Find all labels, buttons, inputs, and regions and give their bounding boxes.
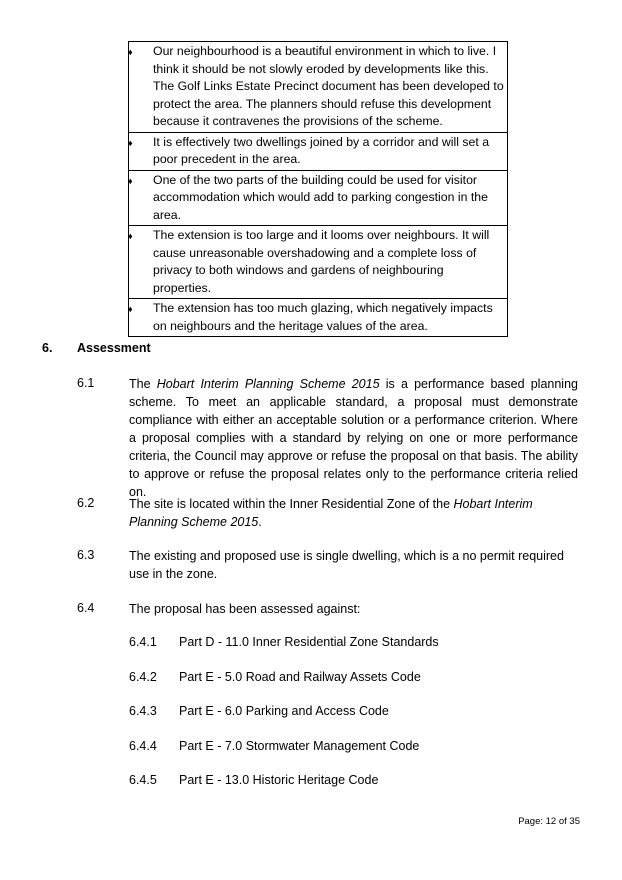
paragraph-6-1 (129, 375, 578, 501)
text: The (129, 377, 157, 391)
objection-text: One of the two parts of the building could be used for visitor accommodation which would add to parking congestion in the area. (153, 172, 488, 222)
bullet-icon: ♦ (128, 304, 133, 314)
objection-text: Our neighbourhood is a beautiful environment in which to live. I think it should be not slowly eroded by developments like this. The Golf Links Estate Precinct document has been developed to protect the area. The planners should refuse this development because it contravenes the provisions of the scheme. (153, 44, 504, 128)
subitem-text: Part E - 5.0 Road and Railway Assets Code (179, 670, 421, 684)
para-number: 6.4 (77, 601, 95, 615)
objection-row (129, 42, 507, 132)
paragraph-6-2 (129, 495, 578, 531)
subitem-number: 6.4.3 (129, 704, 157, 718)
section-number: 6. (42, 341, 53, 355)
scheme-name: Hobart Interim Planning Scheme 2015 (156, 377, 380, 391)
objection-row (129, 132, 507, 170)
objection-row (129, 298, 507, 336)
subitem-number: 6.4.1 (129, 635, 157, 649)
paragraph-6-3: The existing and proposed use is single dwelling, which is a no permit required use in the zone. (129, 549, 564, 581)
scheme-name: Hobart Interim Planning Scheme 2015 (129, 497, 533, 529)
subitem-number: 6.4.5 (129, 773, 157, 787)
paragraph-6-4: The proposal has been assessed against: (129, 602, 361, 616)
bullet-icon: ♦ (128, 231, 133, 241)
bullet-icon: ♦ (128, 175, 133, 186)
subitem-number: 6.4.4 (129, 739, 157, 753)
objection-row (129, 225, 507, 298)
text: The site is located within the Inner Residential Zone of the (129, 497, 454, 511)
para-number: 6.2 (77, 496, 95, 510)
text: is a performance based planning scheme. To meet an applicable standard, a proposal must demonstrate compliance with either an acceptable solution or a performance criterion. Where a proposal complies with a standard by relying on one or more performance criteria, the Council may approve or refuse the proposal on that basis. The ability to approve or refuse the proposal relates only to the performance criteria relied on. (129, 377, 578, 499)
text: . (258, 515, 262, 529)
objections-table (128, 41, 508, 337)
para-number: 6.3 (77, 548, 95, 562)
objection-text: It is effectively two dwellings joined by a corridor and will set a poor precedent in the area. (153, 134, 490, 166)
objection-row (129, 170, 507, 226)
subitem-text: Part E - 6.0 Parking and Access Code (179, 704, 389, 718)
bullet-icon: ♦ (128, 137, 133, 148)
bullet-icon: ♦ (128, 47, 133, 57)
subitem-text: Part E - 13.0 Historic Heritage Code (179, 773, 379, 787)
subitem-text: Part E - 7.0 Stormwater Management Code (179, 739, 420, 753)
para-number: 6.1 (77, 376, 95, 390)
objection-text: The extension is too large and it looms over neighbours. It will cause unreasonable overshadowing and a complete loss of privacy to both windows and gardens of neighbouring properties. (153, 228, 490, 295)
objection-text: The extension has too much glazing, which negatively impacts on neighbours and the heritage values of the area. (153, 301, 493, 333)
page-number: Page: 12 of 35 (518, 816, 580, 827)
subitem-number: 6.4.2 (129, 670, 157, 684)
section-title: Assessment (77, 341, 151, 355)
subitem-text: Part D - 11.0 Inner Residential Zone Standards (179, 635, 439, 649)
